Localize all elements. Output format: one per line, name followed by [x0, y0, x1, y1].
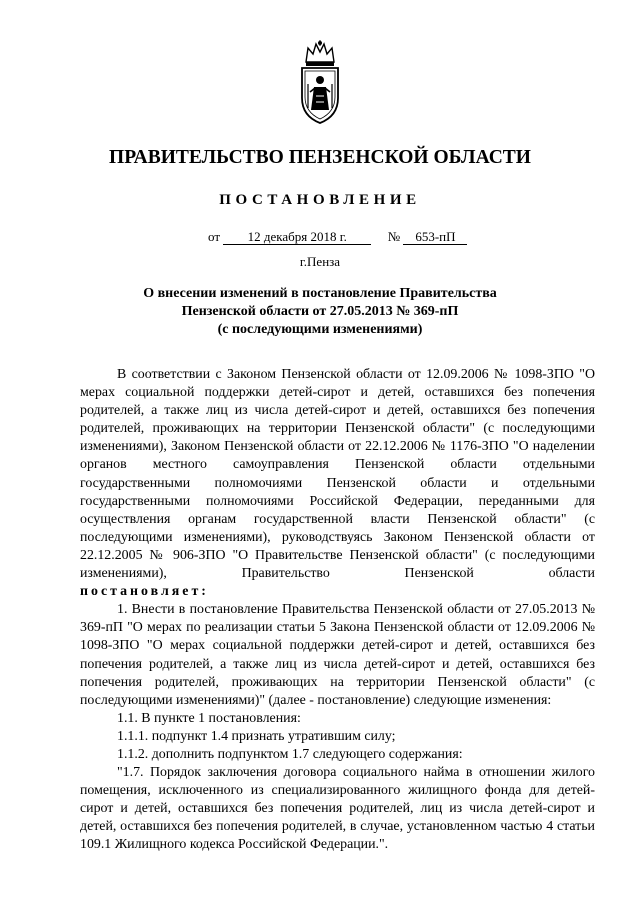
document-body [80, 366, 595, 855]
document-type: ПОСТАНОВЛЕНИЕ [219, 192, 421, 208]
document-number: 653-пП [403, 229, 467, 245]
subject-line: (с последующими изменениями) [217, 322, 423, 337]
government-title: ПРАВИТЕЛЬСТВО ПЕНЗЕНСКОЙ ОБЛАСТИ [109, 147, 531, 168]
date-number-line [208, 229, 467, 245]
subject-line: Пензенской области от 27.05.2013 № 369-пП [181, 304, 459, 319]
item-1-1: 1.1. В пункте 1 постановления: [117, 710, 301, 726]
item-1-7-text: "1.7. Порядок заключения договора социального найма в отношении жилого помещения, исключенного из специализированного жилищного фонда для детей-сирот и детей, оставшихся без попечения родителей, лиц из числа детей-сирот и детей, оставшихся без попечения родителей, в случае, установленном частью 4 статьи 109.1 Жилищного кодекса Российской Федерации.". [80, 765, 595, 853]
item-1-1-2: 1.1.2. дополнить подпунктом 1.7 следующего содержания: [117, 746, 463, 762]
document-date: 12 декабря 2018 г. [223, 229, 371, 245]
coat-of-arms-icon [296, 40, 344, 125]
item-1: 1. Внести в постановление Правительства Пензенской области от 27.05.2013 № 369-пП "О мерах по реализации статьи 5 Закона Пензенской области от 12.09.2006 № 1098-ЗПО "О мерах социальной поддержки детей-сирот и детей, оставшихся без попечения родителей, а также лиц из числа детей-сирот и детей, оставшихся без попечения родителей, проживающих на территории Пензенской области" (с последующими изменениями)" (далее - постановление) следующие изменения: [80, 602, 595, 708]
subject-line: О внесении изменений в постановление Правительства [143, 286, 497, 301]
decree-word: постановляет: [80, 584, 209, 600]
date-prefix: от [208, 229, 221, 244]
item-1-1-1: 1.1.1. подпункт 1.4 признать утратившим силу; [117, 728, 396, 744]
number-sign: № [387, 229, 401, 244]
document-subject [0, 285, 640, 339]
city: г.Пенза [299, 254, 341, 269]
preamble: В соответствии с Законом Пензенской области от 12.09.2006 № 1098-ЗПО "О мерах социальной поддержки детей-сирот и детей, оставшихся без попечения родителей, а также лиц из числа детей-сирот и детей, оставшихся без попечения родителей, проживающих на территории Пензенской области" (с последующими изменениями), Законом Пензенской области от 22.12.2006 № 1176-ЗПО "О наделении органов местного самоуправления Пензенской области отдельными государственными полномочиями Пензенской области и отдельными государственными полномочиями Российской Федерации, переданными для осуществления органам государственной власти Пензенской области" (с последующими изменениями), руководствуясь Законом Пензенской области от 22.12.2005 № 906-ЗПО "О Правительстве Пензенской области" (с последующими изменениями), Правительство Пензенской области [80, 367, 595, 582]
